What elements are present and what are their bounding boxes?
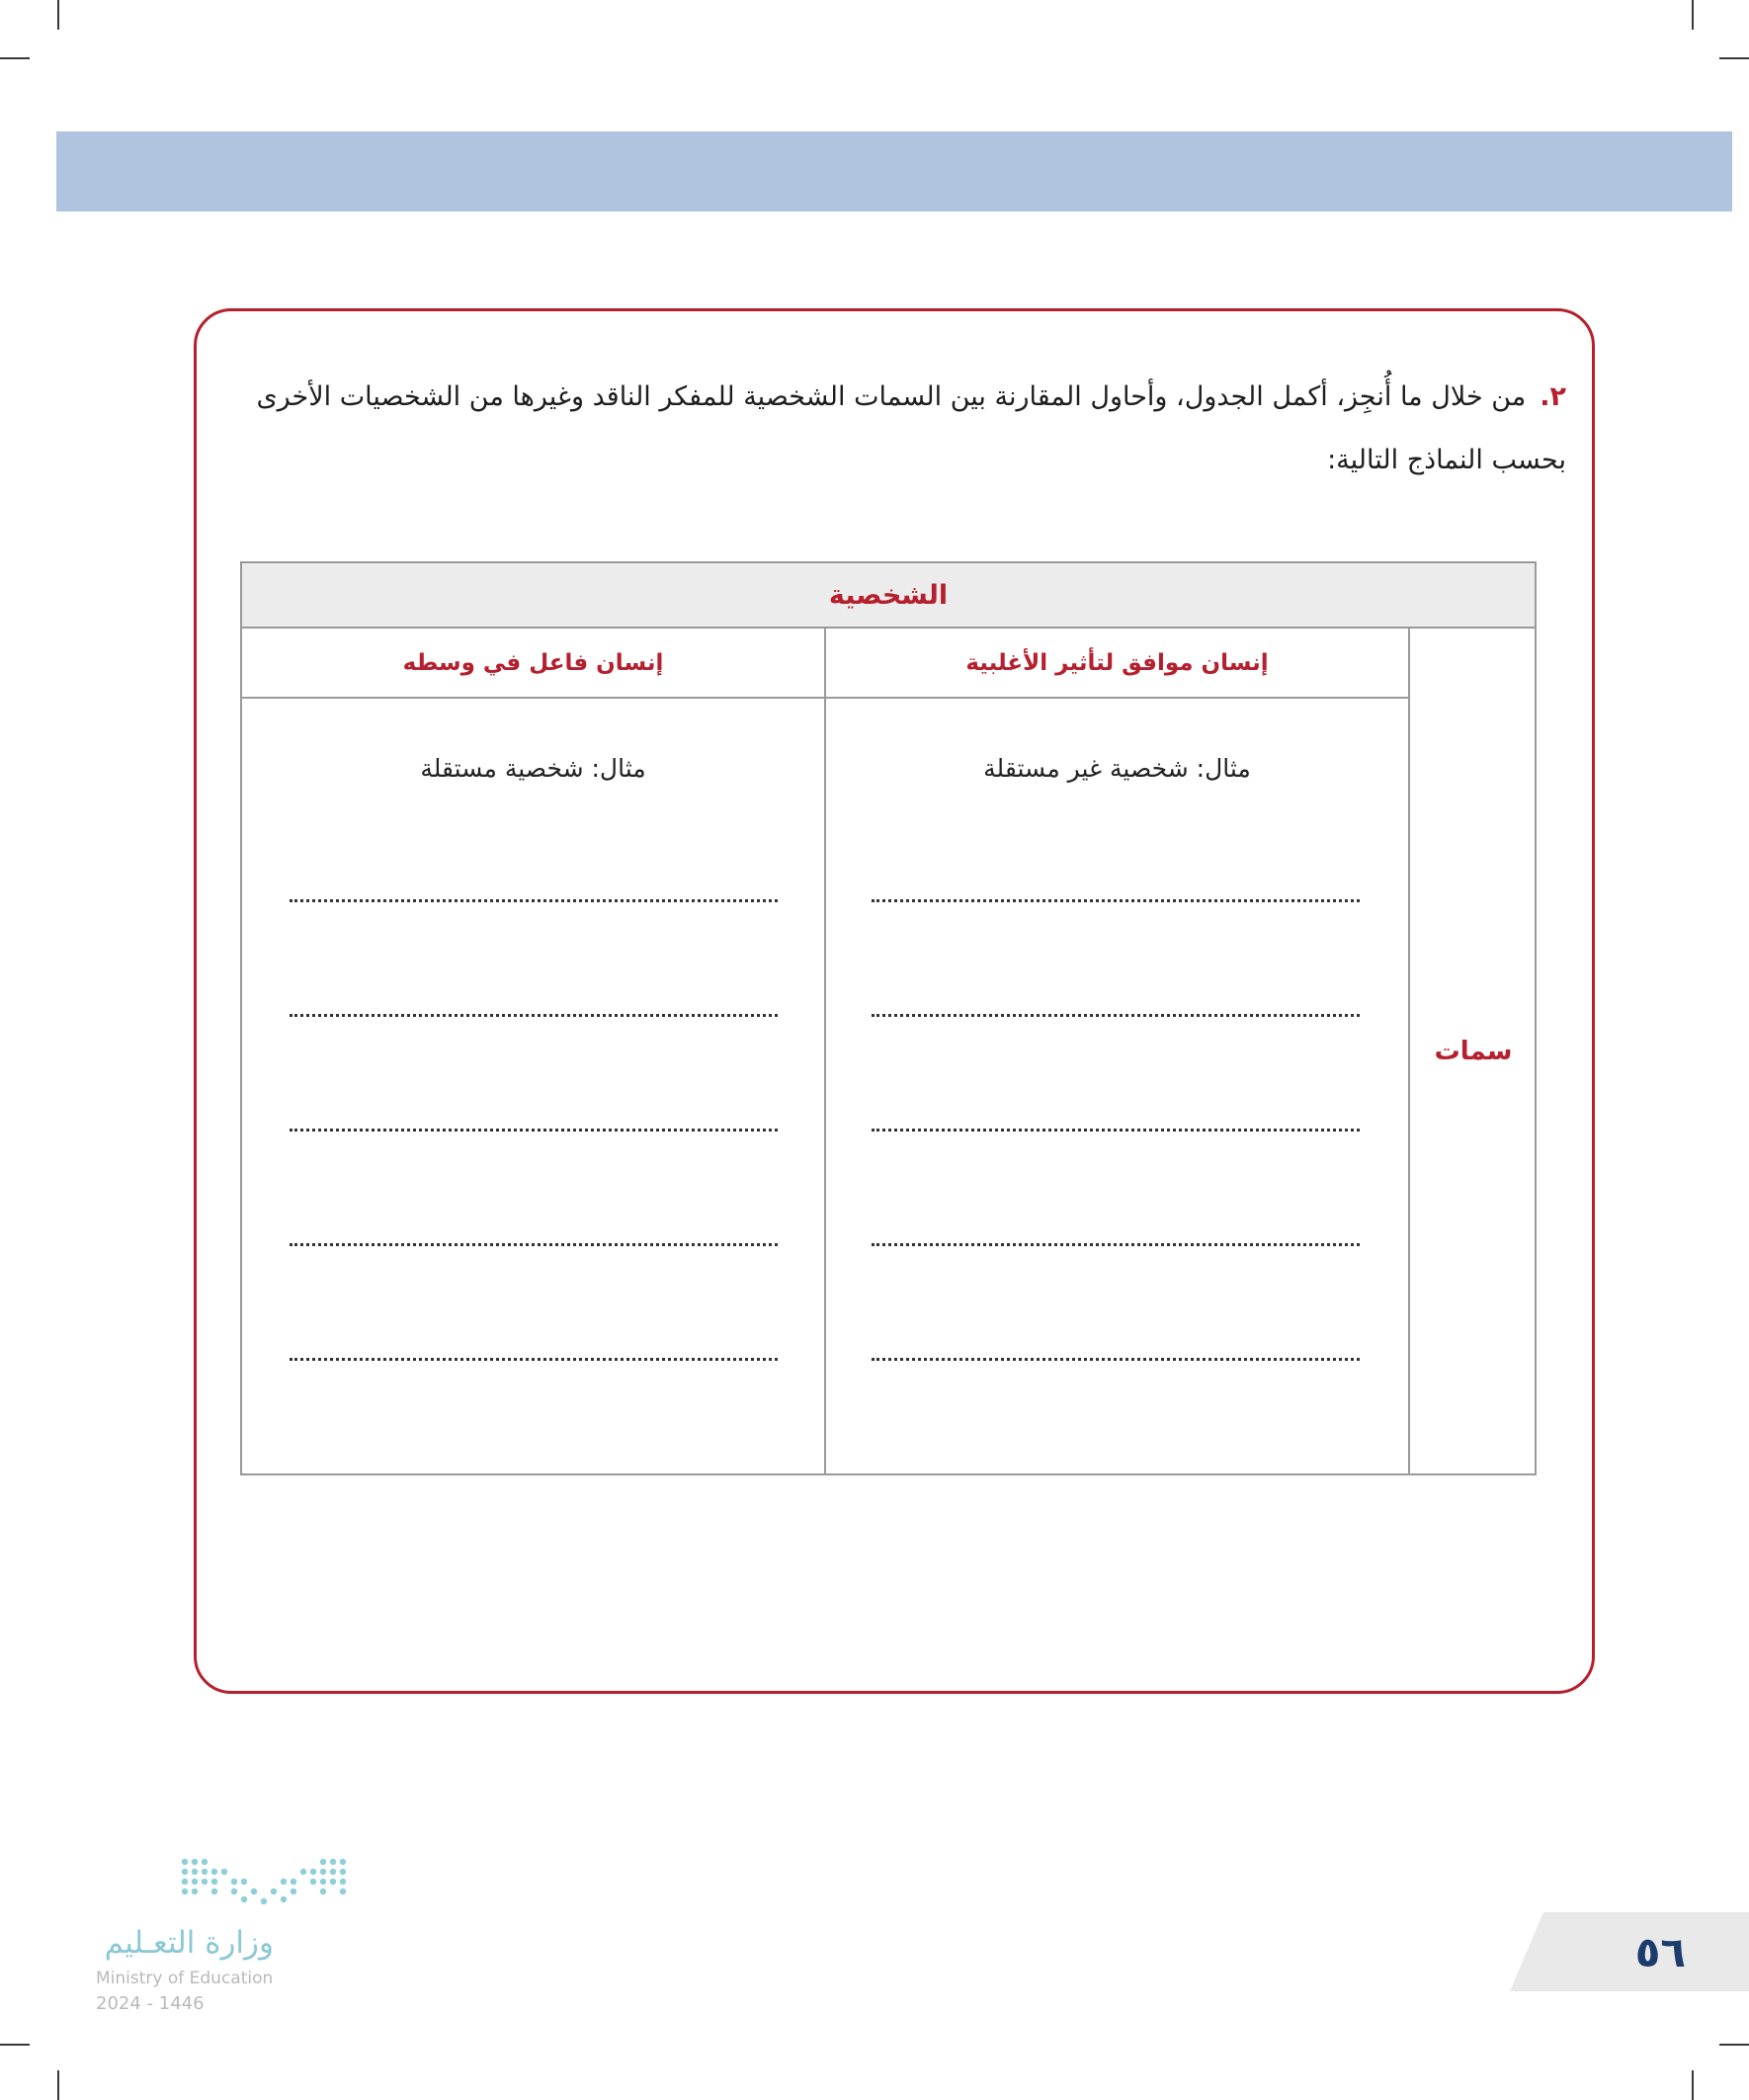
crop-mark <box>0 57 30 59</box>
question-body: من خلال ما أُنجِز، أكمل الجدول، وأحاول المقارنة بين السمات الشخصية للمفكر الناقد وغيرها من الشخصيات الأخرى بحسب النماذج التالية: <box>256 381 1566 475</box>
answer-line[interactable] <box>872 899 1360 902</box>
question-number: ٢. <box>1540 381 1566 412</box>
crop-mark <box>57 2070 59 2100</box>
crop-mark <box>1692 0 1694 30</box>
crop-mark <box>57 0 59 30</box>
column-header-active: إنسان فاعل في وسطه <box>402 649 664 676</box>
answer-line[interactable] <box>290 1243 778 1246</box>
ministry-name-ar: وزارة التعـليم <box>104 1925 274 1961</box>
answer-line[interactable] <box>872 1358 1360 1361</box>
example-majority: مثال: شخصية غير مستقلة <box>983 754 1251 783</box>
subheader-divider <box>242 697 1410 699</box>
answer-line[interactable] <box>290 1014 778 1017</box>
header-banner <box>56 131 1732 211</box>
answer-line[interactable] <box>290 1129 778 1132</box>
page-number: ٥٦ <box>1634 1927 1686 1976</box>
example-active: مثال: شخصية مستقلة <box>420 754 646 783</box>
crop-mark <box>0 2044 30 2046</box>
answer-line[interactable] <box>872 1129 1360 1132</box>
crop-mark <box>1719 2044 1749 2046</box>
crop-mark <box>1692 2070 1694 2100</box>
ministry-name-en: Ministry of Education <box>96 1969 274 1988</box>
answer-line[interactable] <box>872 1014 1360 1017</box>
table-header: الشخصية <box>242 563 1535 629</box>
row-label-traits: سمات <box>1434 1036 1513 1066</box>
answer-line[interactable] <box>290 1358 778 1361</box>
question-text <box>252 366 1566 492</box>
answer-line[interactable] <box>290 899 778 902</box>
crop-mark <box>1719 57 1749 59</box>
edition-year: 2024 - 1446 <box>96 1993 205 2014</box>
comparison-table <box>240 561 1537 1475</box>
answer-line[interactable] <box>872 1243 1360 1246</box>
column-header-majority: إنسان موافق لتأثير الأغلبية <box>965 649 1269 676</box>
